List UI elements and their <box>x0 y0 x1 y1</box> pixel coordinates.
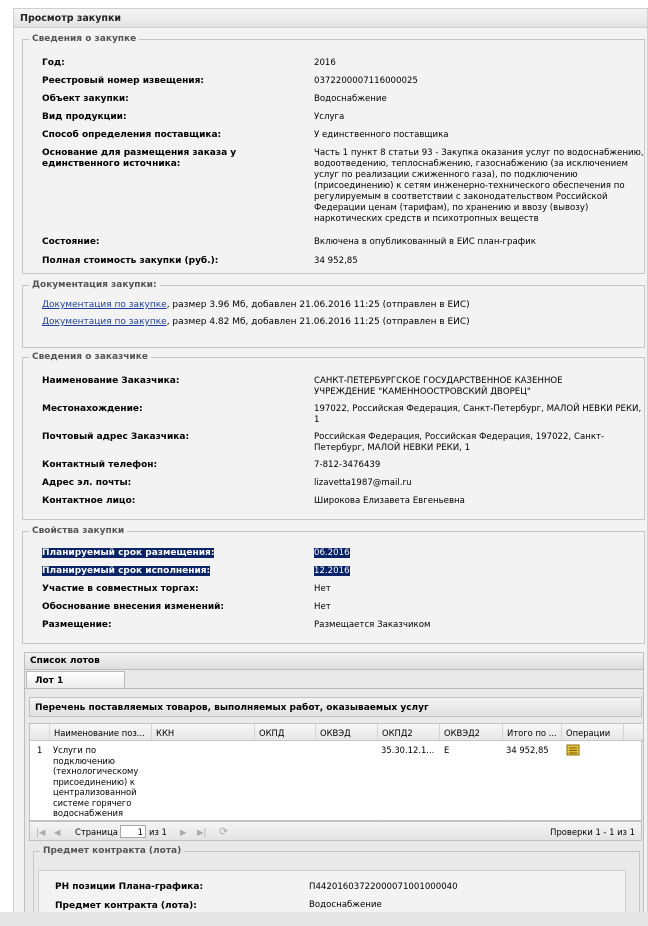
refresh-icon[interactable]: ⟳ <box>219 825 229 838</box>
section-legend: Предмет контракта (лота) <box>43 846 182 856</box>
first-page-icon[interactable]: |◀ <box>36 827 46 837</box>
page-input[interactable] <box>120 825 146 838</box>
column-header-okved2[interactable]: ОКВЭД2 <box>440 724 503 741</box>
column-header-okpd[interactable]: ОКПД <box>255 724 316 741</box>
single-source-basis-label: Основание для размещения заказа у единственного источника: <box>42 148 237 169</box>
column-header-spacer <box>624 724 643 741</box>
registry-number-label: Реестровый номер извещения: <box>42 76 204 86</box>
column-header-total[interactable]: Итого по ... <box>503 724 562 741</box>
supplier-method-label: Способ определения поставщика: <box>42 130 222 140</box>
year-label: Год: <box>42 58 65 68</box>
placement-value: Размещается Заказчиком <box>314 620 431 630</box>
properties-section <box>22 526 645 644</box>
purchase-info-section <box>22 34 645 274</box>
total-cost-value: 34 952,85 <box>314 256 358 266</box>
section-legend: Сведения о закупке <box>32 34 137 44</box>
section-legend: Свойства закупки <box>32 526 125 536</box>
goods-grid <box>29 723 642 821</box>
location-value: 197022, Российская Федерация, Санкт-Петербург, МАЛОЙ НЕВКИ РЕКИ, 1 <box>314 404 642 425</box>
tab-lot-1[interactable]: Лот 1 <box>26 671 125 689</box>
email-label: Адрес эл. почты: <box>42 478 132 488</box>
row-total: 34 952,85 <box>506 745 549 755</box>
row-okved2: E <box>444 745 450 755</box>
contract-subject-value: Водоснабжение <box>309 900 382 910</box>
change-basis-value: Нет <box>314 602 331 612</box>
column-header-kkn[interactable]: ККН <box>152 724 255 741</box>
postal-address-value: Российская Федерация, Российская Федерация, 197022, Санкт-Петербург, МАЛОЙ НЕВКИ РЕКИ, 1 <box>314 432 605 453</box>
section-legend: Сведения о заказчике <box>32 352 148 362</box>
goods-list-title: Перечень поставляемых товаров, выполняемых работ, оказываемых услуг <box>29 697 642 717</box>
execution-term-value: 12.2016 <box>314 566 350 576</box>
joint-trade-value: Нет <box>314 584 331 594</box>
documentation-section <box>22 280 645 348</box>
year-value: 2016 <box>314 58 336 68</box>
supplier-method-value: У единственного поставщика <box>314 130 449 140</box>
doc-link[interactable]: Документация по закупке <box>42 317 167 327</box>
status-label: Состояние: <box>42 237 100 247</box>
doc-info: , размер 4.82 Мб, добавлен 21.06.2016 11:25 (отправлен в ЕИС) <box>166 317 470 327</box>
phone-label: Контактный телефон: <box>42 460 158 470</box>
next-page-icon[interactable]: ▶ <box>180 827 187 837</box>
section-legend: Документация закупки: <box>32 280 157 290</box>
customer-name-label: Наименование Заказчика: <box>42 376 180 386</box>
product-type-label: Вид продукции: <box>42 112 127 122</box>
email-value: lizavetta1987@mail.ru <box>314 478 412 488</box>
product-type-value: Услуга <box>314 112 345 122</box>
tab-underline <box>24 688 644 689</box>
total-cost-label: Полная стоимость закупки (руб.): <box>42 256 219 266</box>
postal-address-label: Почтовый адрес Заказчика: <box>42 432 190 442</box>
lots-header: Список лотов <box>24 652 644 670</box>
change-basis-label: Обоснование внесения изменений: <box>42 602 225 612</box>
column-header-okved[interactable]: ОКВЭД <box>316 724 378 741</box>
placement-term-label: Планируемый срок размещения: <box>42 548 215 558</box>
status-value: Включена в опубликованный в ЕИС план-график <box>314 237 536 247</box>
purchase-object-value: Водоснабжение <box>314 94 387 104</box>
contract-subject-label: Предмет контракта (лота): <box>55 901 197 911</box>
prev-page-icon[interactable]: ◀ <box>54 827 61 837</box>
pager-summary: Проверки 1 - 1 из 1 <box>550 827 635 837</box>
row-okpd2: 35.30.12.1... <box>381 745 435 755</box>
column-header-number <box>30 724 50 741</box>
last-page-icon[interactable]: ▶| <box>197 827 207 837</box>
contact-person-value: Широкова Елизавета Евгеньевна <box>314 496 465 506</box>
row-number: 1 <box>37 745 43 755</box>
document-icon[interactable] <box>566 744 580 759</box>
window-title: Просмотр закупки <box>13 8 648 28</box>
purchase-object-label: Объект закупки: <box>42 94 129 104</box>
doc-item <box>42 317 470 328</box>
horizontal-scrollbar[interactable] <box>0 912 648 926</box>
execution-term-label: Планируемый срок исполнения: <box>42 566 211 576</box>
customer-name-value: САНКТ-ПЕТЕРБУРГСКОЕ ГОСУДАРСТВЕННОЕ КАЗЕННОЕ УЧРЕЖДЕНИЕ "КАМЕННООСТРОВСКИЙ ДВОРЕЦ" <box>314 376 563 397</box>
registry-number-value: 0372200007116000025 <box>314 76 418 86</box>
row-name: Услуги по подключению (технологическому присоединению) к централизованной системе горячего водоснабжения <box>53 745 139 818</box>
customer-section <box>22 352 645 520</box>
plan-position-label: РН позиции Плана-графика: <box>55 882 204 892</box>
column-header-name[interactable]: Наименование поз... <box>50 724 152 741</box>
location-label: Местонахождение: <box>42 404 143 414</box>
plan-position-value: П44201603722000071001000040 <box>309 882 458 892</box>
doc-info: , размер 3.96 Мб, добавлен 21.06.2016 11:25 (отправлен в ЕИС) <box>166 300 470 310</box>
placement-term-value: 06.2016 <box>314 548 350 558</box>
doc-link[interactable]: Документация по закупке <box>42 300 167 310</box>
single-source-basis-value: Часть 1 пункт 8 статьи 93 - Закупка оказания услуг по водоснабжению, водоотведению, теплоснабжению, газоснабжению (за исключением услуг по реализации сжиженного газа), по подключению (присоединению) к сетям инженерно-технического обеспечения по регулируемым в соответствии с законодательством Российской Федерации ценам (тарифам), по хранению и ввозу (вывозу) наркотических средств и психотропных веществ <box>314 148 644 224</box>
pager <box>29 821 642 841</box>
joint-trade-label: Участие в совместных торгах: <box>42 584 199 594</box>
column-header-operations[interactable]: Операции <box>562 724 624 741</box>
page-label: Страница <box>75 827 118 837</box>
doc-item <box>42 300 470 311</box>
page-count: из 1 <box>149 827 167 837</box>
column-header-okpd2[interactable]: ОКПД2 <box>378 724 440 741</box>
phone-value: 7-812-3476439 <box>314 460 381 470</box>
contact-person-label: Контактное лицо: <box>42 496 136 506</box>
placement-label: Размещение: <box>42 620 112 630</box>
